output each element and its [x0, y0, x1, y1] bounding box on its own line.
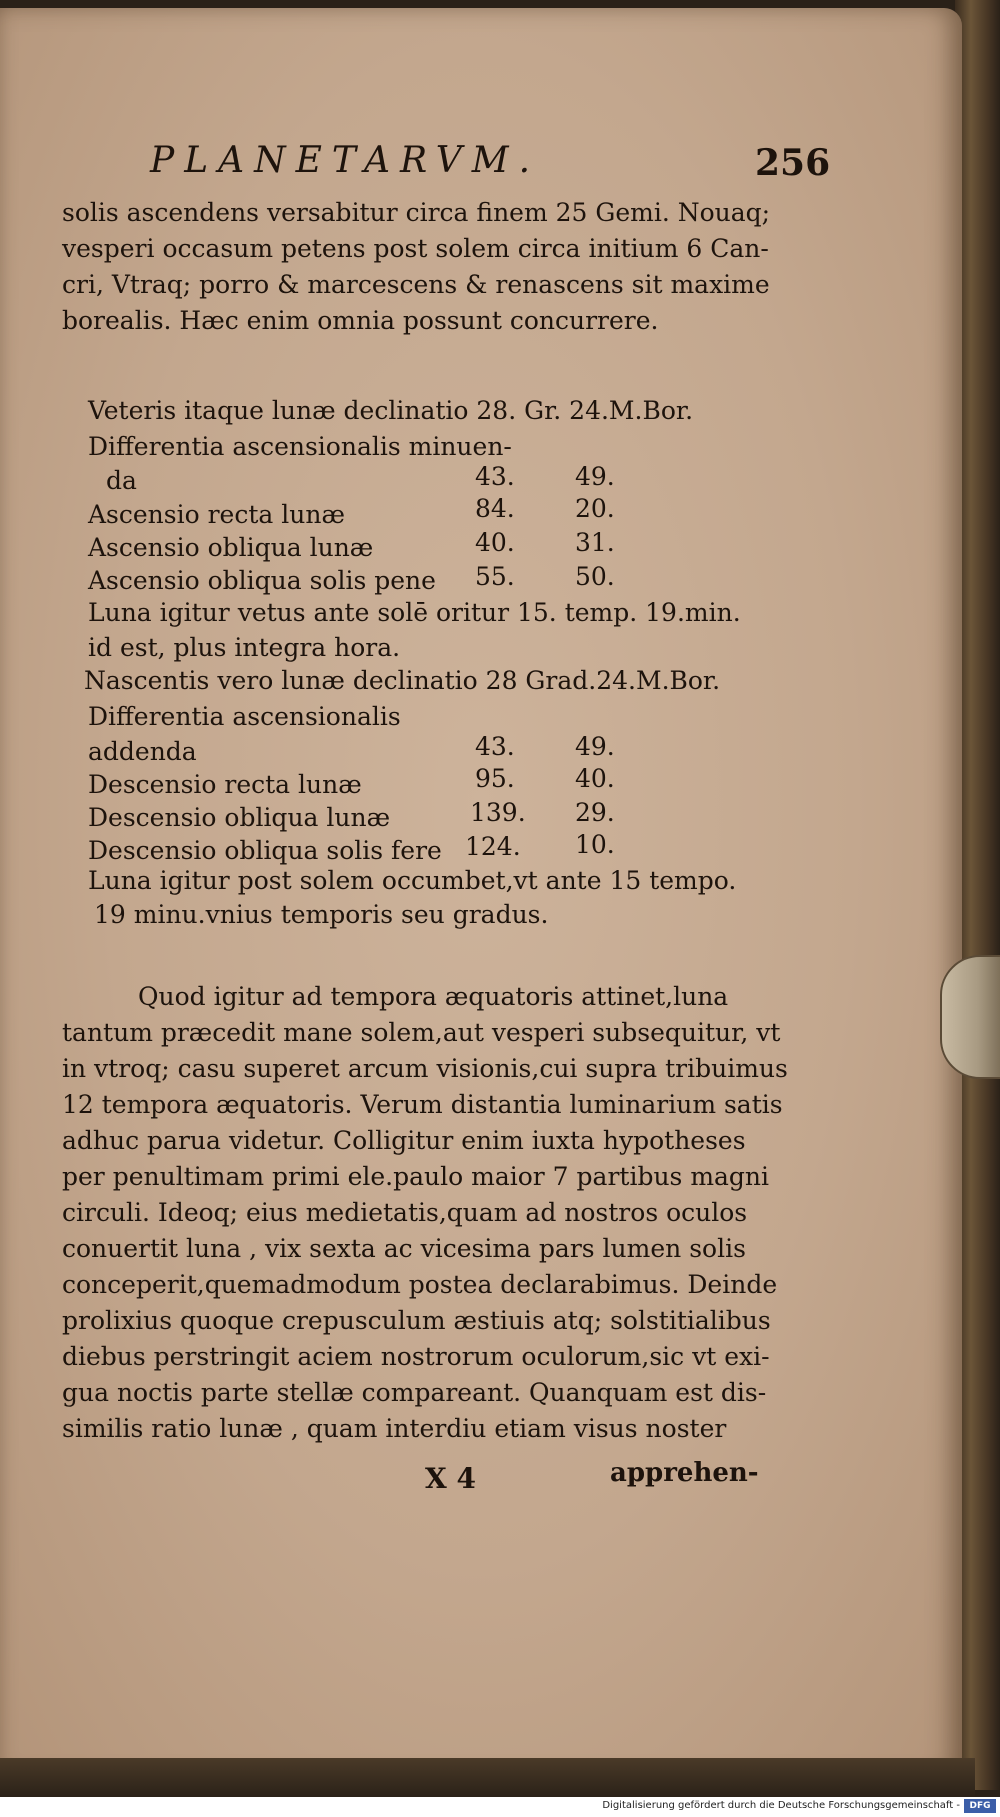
book-bottom-edge: [0, 1758, 975, 1798]
text-line: gua noctis parte stellæ compareant. Quanquam est dis-: [62, 1378, 767, 1407]
row-label: 19 minu.vnius temporis seu gradus.: [94, 900, 549, 929]
value-minutes: 50.: [575, 562, 615, 591]
row-label: Luna igitur post solem occumbet,vt ante 15 tempo.: [88, 866, 737, 895]
text-line: circuli. Ideoq; eius medietatis,quam ad nostros oculos: [62, 1198, 748, 1227]
value-degrees: 40.: [475, 528, 515, 557]
signature-mark: X 4: [425, 1462, 476, 1495]
value-minutes: 49.: [575, 732, 615, 761]
row-label: Nascentis vero lunæ declinatio 28 Grad.24.M.Bor.: [84, 666, 721, 695]
text-line: per penultimam primi ele.paulo maior 7 partibus magni: [62, 1162, 770, 1191]
value-minutes: 20.: [575, 494, 615, 523]
row-label: Descensio obliqua solis fere: [88, 836, 442, 865]
value-minutes: 49.: [575, 462, 615, 491]
text-line: adhuc parua videtur. Colligitur enim iuxta hypotheses: [62, 1126, 746, 1155]
value-degrees: 139.: [470, 798, 526, 827]
text-line: prolixius quoque crepusculum æstiuis atq; solstitialibus: [62, 1306, 771, 1335]
text-line: similis ratio lunæ , quam interdiu etiam visus noster: [62, 1414, 727, 1443]
value-minutes: 29.: [575, 798, 615, 827]
row-label: Descensio recta lunæ: [88, 770, 362, 799]
catchword: apprehen-: [610, 1458, 759, 1488]
row-label: Ascensio obliqua solis pene: [88, 566, 436, 595]
row-label: Luna igitur vetus ante solē oritur 15. temp. 19.min.: [88, 598, 741, 627]
value-degrees: 43.: [475, 462, 515, 491]
value-minutes: 40.: [575, 764, 615, 793]
value-degrees: 43.: [475, 732, 515, 761]
page-number: 256: [755, 142, 831, 184]
value-degrees: 124.: [465, 832, 521, 861]
row-label: id est, plus integra hora.: [88, 633, 401, 662]
value-minutes: 31.: [575, 528, 615, 557]
text-line: conuertit luna , vix sexta ac vicesima pars lumen solis: [62, 1234, 746, 1263]
row-label: Differentia ascensionalis: [88, 702, 401, 731]
value-minutes: 10.: [575, 830, 615, 859]
row-label: da: [106, 466, 137, 495]
value-degrees: 84.: [475, 494, 515, 523]
row-label: Ascensio recta lunæ: [88, 500, 345, 529]
text-line: conceperit,quemadmodum postea declarabimus. Deinde: [62, 1270, 778, 1299]
text-line: tantum præcedit mane solem,aut vesperi subsequitur, vt: [62, 1018, 781, 1047]
row-label: Veteris itaque lunæ declinatio 28. Gr. 24.M.Bor.: [88, 396, 694, 425]
text-line: vesperi occasum petens post solem circa initium 6 Can-: [62, 234, 769, 263]
text-line: Quod igitur ad tempora æquatoris attinet,luna: [138, 982, 729, 1011]
running-head: PLANETARVM.: [150, 140, 541, 181]
value-degrees: 55.: [475, 562, 515, 591]
footer-credit: Digitalisierung gefördert durch die Deutsche Forschungsgemeinschaft -: [602, 1800, 960, 1811]
text-line: solis ascendens versabitur circa finem 25 Gemi. Nouaq;: [62, 198, 771, 227]
text-line: diebus perstringit aciem nostrorum oculorum,sic vt exi-: [62, 1342, 770, 1371]
text-line: in vtroq; casu superet arcum visionis,cui supra tribuimus: [62, 1054, 788, 1083]
value-degrees: 95.: [475, 764, 515, 793]
row-label: Ascensio obliqua lunæ: [88, 533, 374, 562]
text-line: borealis. Hæc enim omnia possunt concurrere.: [62, 306, 659, 335]
row-label: Differentia ascensionalis minuen-: [88, 432, 512, 461]
book-clasp: [940, 955, 1000, 1079]
dfg-logo: DFG: [964, 1799, 996, 1813]
row-label: addenda: [88, 737, 197, 766]
text-line: 12 tempora æquatoris. Verum distantia luminarium satis: [62, 1090, 783, 1119]
row-label: Descensio obliqua lunæ: [88, 803, 391, 832]
text-line: cri, Vtraq; porro & marcescens & renascens sit maxime: [62, 270, 770, 299]
